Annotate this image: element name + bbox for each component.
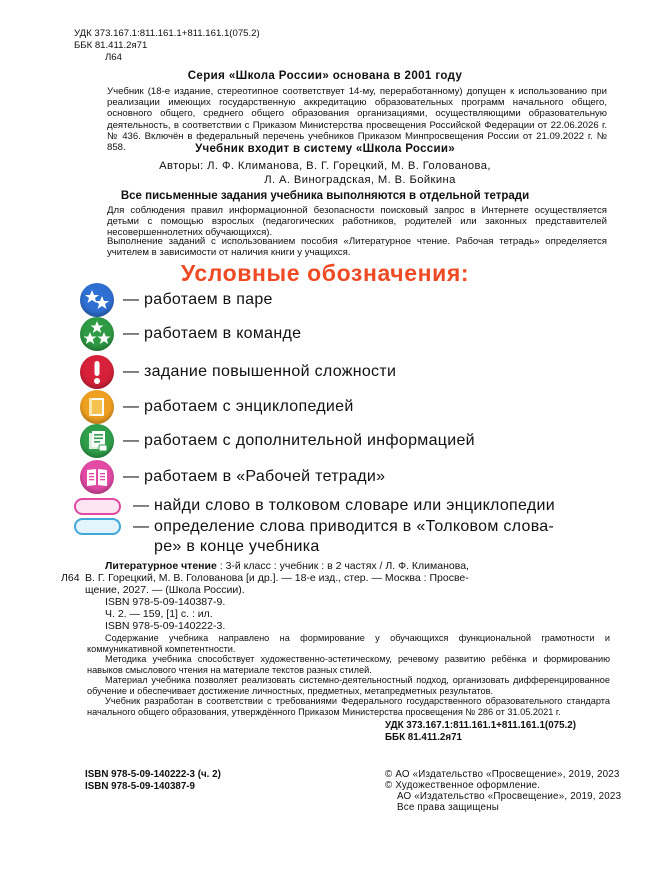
legend-text: — работаем в команде [123,325,302,342]
legend-text: — работаем в «Рабочей тетради» [123,468,386,485]
header-udk: УДК 373.167.1:811.161.1+811.161.1(075.2) [74,28,260,39]
biblio-p2: Методика учебника способствует художественно-эстетическому, речевому развитию ребёнка и формированию навыков смыслового чтения на материале текстов разных стилей. [87,654,610,675]
series-title: Серия «Школа России» основана в 2001 году [187,70,463,82]
team-work-icon [80,317,114,351]
exclamation-icon [80,355,114,389]
encyclopedia-icon [80,390,114,424]
legend-text: — работаем с дополнительной информацией [123,432,475,449]
legend-item-encyclopedia [80,390,354,424]
footer-copyright1: © АО «Издательство «Просвещение», 2019, 2023 [385,769,620,780]
biblio-code: Л64 [61,572,80,584]
legend-item-team [80,317,301,351]
biblio-line1 [85,561,610,573]
legend-item-glossary [74,517,554,557]
blue-frame-marker [74,518,121,535]
biblio-p3: Материал учебника позволяет реализовать системно-деятельностный подход, организовать дифференцированное обучение и обеспечивает достижение личностных, предметных, метапредметных результатов. [87,675,610,696]
legend-text: ре» в конце учебника [154,538,320,555]
legend-item-extra-info [80,424,475,458]
biblio-p4: Учебник разработан в соответствии с требованиями Федерального государственного образовательного стандарта начального общего образования, утверждённого Приказом Министерства просвещения № 286 от 31.05.2021 г. [87,696,610,717]
legend-item-pair [80,283,273,317]
biblio-isbn-full: ISBN 978-5-09-140387-9. [105,596,226,608]
legend-text: — задание повышенной сложности [123,363,397,380]
legend-item-workbook [80,460,385,494]
authors-line1: Авторы: Л. Ф. Климанова, В. Г. Горецкий, М. В. Голованова, [159,160,491,172]
biblio-udk: УДК 373.167.1:811.161.1+811.161.1(075.2) [385,720,576,731]
legend-text: — найди слово в толковом словаре или энциклопедии [133,497,555,514]
footer-rights: Все права защищены [397,802,499,813]
biblio-line3: щение, 2027. — (Школа России). [85,584,245,596]
footer-isbn1: ISBN 978-5-09-140222-3 (ч. 2) [85,769,221,780]
header-bbk: ББК 81.411.2я71 [74,40,148,51]
biblio-bbk: ББК 81.411.2я71 [385,732,462,743]
legend-text: — определение слова приводится в «Толковом слова- [133,518,555,535]
header-code: Л64 [105,52,122,63]
authors-line2: Л. А. Виноградская, М. В. Бойкина [264,174,456,186]
footer-copyright2: © Художественное оформление. [385,780,541,791]
extra-info-icon [80,424,114,458]
workbook-title: Все письменные задания учебника выполняются в отдельной тетради [120,190,530,202]
biblio-line1-rest: : 3-й класс : учебник : в 2 частях / Л. Ф. Климанова, [216,560,469,572]
safety-text: Для соблюдения правил информационной безопасности поисковый запрос в Интернете осуществляется детьми с помощью взрослых (педагогических работников, родителей или законных представителей несовершеннолетних обучающихся). [107,205,607,239]
approval-text: Учебник (18-е издание, стереотипное соответствует 14-му, переработанному) допущен к использованию при реализации имеющих государственную аккредитацию образовательных программ начального общего, основного общего, среднего общего образования организациями, осуществляющими образовательную деятельность, в соответствии с Приказом Министерства просвещения Российской Федерации от 22.06.2026 г. № 436. Включён в федеральный перечень учебников Приказом Минпросвещения России от 21.09.2022 г. № 858. [107,86,607,154]
footer-copyright3: АО «Издательство «Просвещение», 2019, 2023 [397,791,622,802]
legend-text: — работаем в паре [123,291,273,308]
footer-isbn2: ISBN 978-5-09-140387-9 [85,781,196,792]
legend-title: Условные обозначения: [180,260,470,286]
legend-item-dictionary [74,497,555,515]
legend-text: — работаем с энциклопедией [123,398,354,415]
biblio-title: Литературное чтение [105,560,217,572]
system-title: Учебник входит в систему «Школа России» [195,143,455,155]
legend-item-hard [80,355,396,389]
biblio-line2: В. Г. Горецкий, М. В. Голованова [и др.]. — 18-е изд., стер. — Москва : Просве- [85,572,469,584]
pair-work-icon [80,283,114,317]
biblio-part: Ч. 2. — 159, [1] с. : ил. [105,608,213,620]
workbook-icon [80,460,114,494]
biblio-p1: Содержание учебника направлено на формирование у обучающихся функциональной грамотности и коммуникативной компетентности. [87,633,610,654]
pink-frame-marker [74,498,121,515]
workbook-text: Выполнение заданий с использованием пособия «Литературное чтение. Рабочая тетрадь» определяется учителем в зависимости от наличия книги у учащихся. [107,236,607,259]
biblio-isbn-part: ISBN 978-5-09-140222-3. [105,620,226,632]
